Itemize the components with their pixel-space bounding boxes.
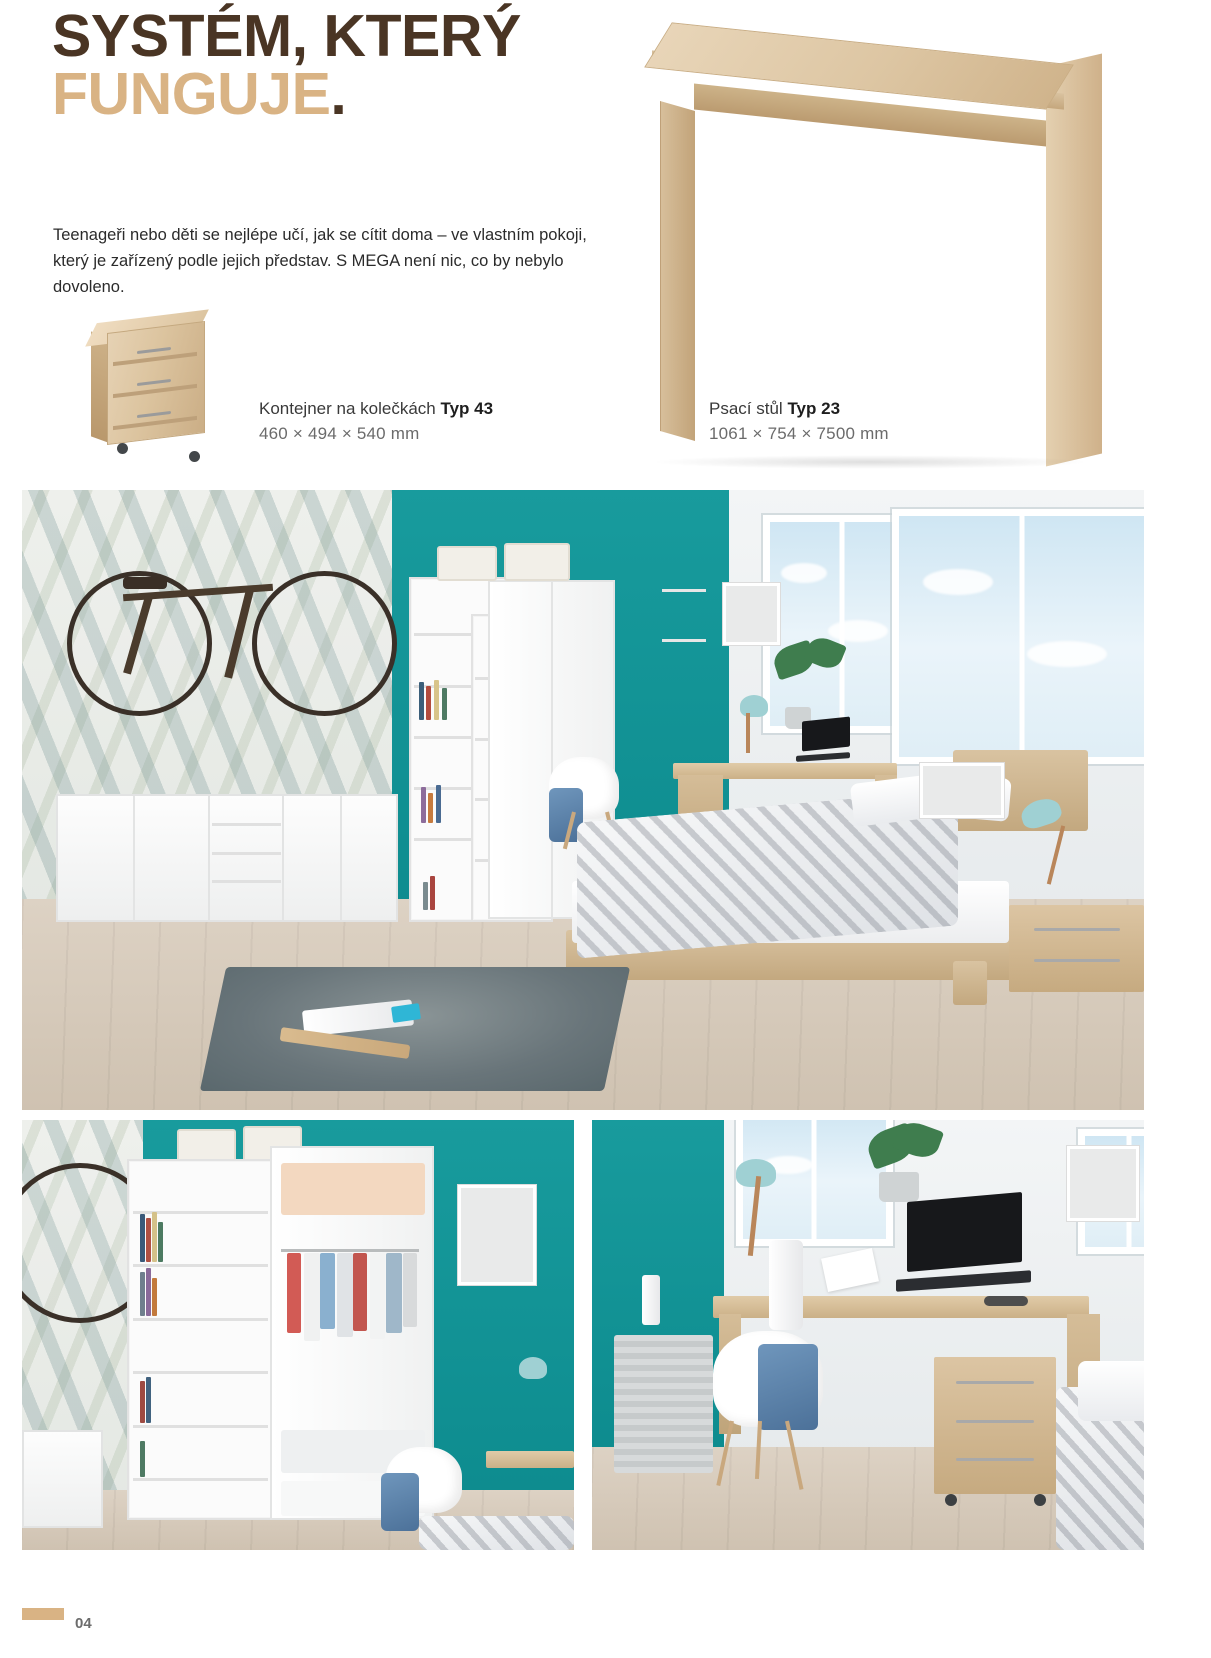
shelf xyxy=(133,1318,268,1321)
paper-blue-sheet xyxy=(391,1003,421,1023)
clothing-item xyxy=(353,1253,367,1331)
laptop-screen xyxy=(802,717,850,752)
cabinet-left xyxy=(56,794,211,922)
book xyxy=(434,680,439,720)
cabinet-left xyxy=(22,1430,103,1529)
wall-shelf-2 xyxy=(662,639,707,642)
book xyxy=(419,682,424,720)
nightstand-handle-1 xyxy=(1034,928,1120,931)
product-name-desk xyxy=(709,397,1109,422)
cloud xyxy=(923,569,993,595)
book xyxy=(426,686,431,720)
page-title xyxy=(52,3,652,127)
page-number: 04 xyxy=(75,1615,92,1632)
drawer-line xyxy=(212,852,281,855)
headline-period: . xyxy=(330,60,347,127)
photo-room-main xyxy=(22,490,1144,1110)
plant-pot xyxy=(879,1172,919,1202)
pedestal-handle-1 xyxy=(956,1381,1034,1384)
headline-line-2-text: FUNGUJE xyxy=(52,60,331,127)
product-name-text: Kontejner na kolečkách xyxy=(259,399,436,418)
product-caption-container xyxy=(259,397,659,446)
intro-paragraph: Teenageři nebo děti se nejlépe učí, jak se cítit doma – ve vlastním pokoji, který je zařízený podle jejich představ. S MEGA není nic, co by nebylo dovoleno. xyxy=(53,225,587,296)
headline-line-1: SYSTÉM, KTERÝ xyxy=(52,3,521,69)
footer-accent-bar xyxy=(22,1608,64,1620)
desk-shadow xyxy=(650,455,1090,469)
bed-leg-right xyxy=(953,961,987,1004)
pillow xyxy=(1078,1361,1144,1421)
headline-line-2 xyxy=(52,60,652,127)
drawer-line xyxy=(212,880,281,883)
drawer-line xyxy=(212,823,281,826)
product-dimensions-desk: 1061 × 754 × 7500 mm xyxy=(709,423,889,443)
wardrobe-door-split xyxy=(551,582,553,917)
pedestal-handle-3 xyxy=(956,1458,1034,1461)
book xyxy=(140,1214,145,1262)
shelf xyxy=(133,1478,268,1481)
clothing-item xyxy=(304,1253,320,1341)
product-name-text-desk: Psací stůl xyxy=(709,399,783,418)
desk-lamp-head xyxy=(740,695,768,717)
product-dimensions-container: 460 × 494 × 540 mm xyxy=(259,423,420,443)
pedestal-handle-2 xyxy=(956,1420,1034,1423)
cloud xyxy=(828,620,888,642)
jeans-on-chair xyxy=(381,1473,419,1531)
product-type-text-desk: Typ 23 xyxy=(787,399,841,418)
clothing-item xyxy=(386,1253,402,1333)
book xyxy=(140,1272,145,1316)
cabinet-right xyxy=(282,794,398,922)
photo-room-desk xyxy=(592,1120,1144,1550)
paper-roll-small xyxy=(642,1275,660,1325)
jeans-on-chair xyxy=(758,1344,818,1430)
book xyxy=(152,1212,157,1262)
pedestal-wheel-right xyxy=(189,451,200,462)
photo-room-wardrobe xyxy=(22,1120,574,1550)
cabinet-door-split xyxy=(340,796,342,920)
book xyxy=(146,1377,151,1423)
book xyxy=(428,793,433,823)
book xyxy=(430,876,435,910)
shelf xyxy=(133,1371,268,1374)
product-type-text: Typ 43 xyxy=(440,399,494,418)
pedestal-wheel-left xyxy=(117,443,128,454)
product-image-container xyxy=(85,305,235,470)
book xyxy=(442,688,447,720)
laundry-hamper xyxy=(614,1335,713,1473)
window-right xyxy=(892,509,1144,765)
pedestal-container xyxy=(934,1357,1055,1495)
shelf xyxy=(133,1425,268,1428)
shelf xyxy=(133,1264,268,1267)
nightstand xyxy=(1009,905,1144,992)
book xyxy=(146,1268,151,1316)
bicycle-saddle xyxy=(123,577,167,589)
cabinet-door-split xyxy=(133,796,135,920)
desk-lamp-arm xyxy=(746,713,750,753)
laptop-screen xyxy=(907,1192,1022,1272)
clothing-item xyxy=(370,1253,385,1339)
product-name-container xyxy=(259,397,659,422)
storage-basket-2 xyxy=(504,543,570,581)
clothing-item xyxy=(287,1253,301,1333)
paper-roll xyxy=(769,1240,803,1330)
book xyxy=(158,1222,163,1262)
desk-surface xyxy=(486,1451,574,1468)
clothing-item xyxy=(403,1253,417,1327)
cloud xyxy=(1027,641,1107,667)
book xyxy=(436,785,441,823)
book xyxy=(140,1381,145,1423)
wardrobe-rail xyxy=(281,1249,419,1252)
pedestal-wheel-right xyxy=(1034,1494,1046,1506)
bicycle-wheel-front xyxy=(252,571,397,716)
book xyxy=(146,1218,151,1262)
eyeglasses xyxy=(984,1296,1028,1306)
book xyxy=(421,787,426,823)
storage-basket-1 xyxy=(437,546,497,581)
clothing-item xyxy=(320,1253,335,1329)
drawer-stack-center xyxy=(208,794,285,922)
lamp-head xyxy=(519,1357,547,1379)
book xyxy=(152,1278,157,1316)
clothing-item xyxy=(337,1253,353,1337)
nightstand-handle-2 xyxy=(1034,959,1120,962)
desk-left-panel xyxy=(660,101,695,441)
wall-poster-1 xyxy=(723,583,779,645)
rug xyxy=(200,967,630,1091)
bookcase xyxy=(127,1159,275,1520)
book xyxy=(140,1441,145,1477)
cloud xyxy=(781,563,827,583)
wall-poster xyxy=(1067,1146,1139,1221)
book xyxy=(423,882,428,910)
wall-shelf-1 xyxy=(662,589,707,592)
wall-photo-frame xyxy=(920,763,1005,819)
product-caption-desk xyxy=(709,397,1109,446)
bed-corner xyxy=(419,1516,574,1550)
wardrobe-top-storage xyxy=(281,1163,425,1215)
wall-poster xyxy=(458,1185,536,1286)
